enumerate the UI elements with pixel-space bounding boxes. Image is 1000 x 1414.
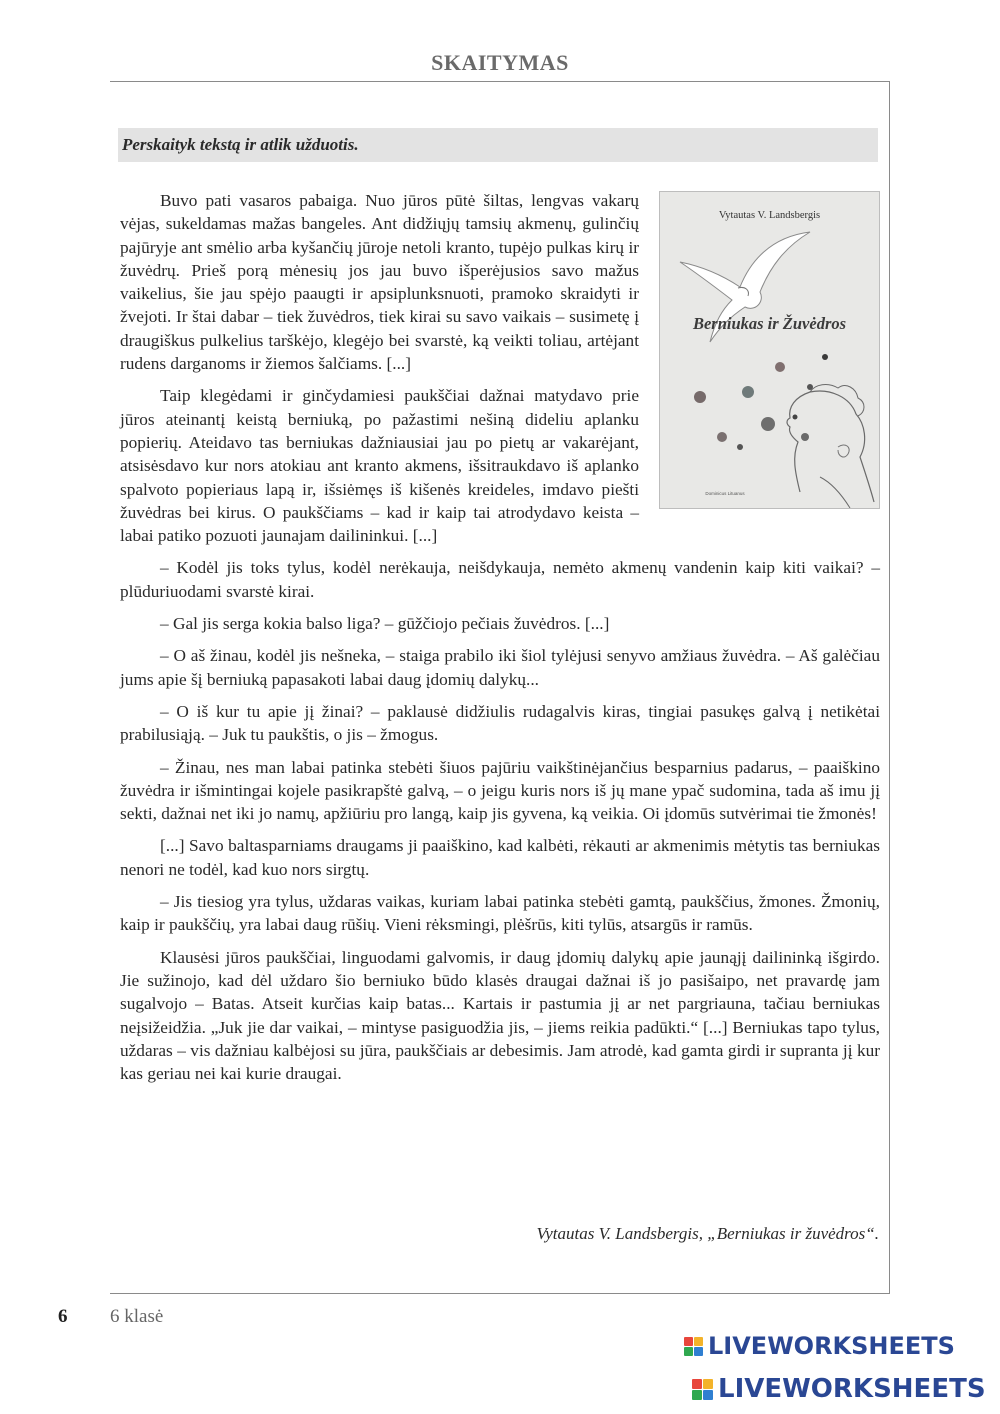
watermark-text: LIVEWORKSHEETS: [718, 1374, 986, 1404]
cover-author: Vytautas V. Landsbergis: [718, 210, 821, 221]
cover-title: Berniukas ir Žuvėdros: [692, 314, 847, 333]
paragraph: Buvo pati vasaros pabaiga. Nuo jūros pūtė šiltas, lengvas vakarų vėjas, sukeldamas mažas bangeles. Ant didžiųjų tamsių akmenų, gulinčių pajūryje ant smėlio arba kyšančių jūroje netoli kranto, tupėjo pulkas kirų ir žuvėdrų. Prieš porą mėnesių jos jau buvo išperėjusios savo mažus vaikelius, šie jau spėjo paaugti ir apsiplunksnuoti, pramoko skraidyti ir žvejoti. Ir štai dabar – tiek žuvėdros, tiek kirai su savo vaikais – susimetę į draugiškus pulkelius tarškėjo, klegėjo bei svarstė, ką veikti toliau, artėjant rudens darganoms ir žiemos šalčiams. [...]: [120, 191, 639, 374]
liveworksheets-logo-icon: [692, 1379, 713, 1400]
paragraph: Klausėsi jūros paukščiai, linguodami galvomis, ir daug įdomių dalykų apie jaunąjį dailininką išgirdo. Jie sužinojo, kad dėl uždaro šio berniuko būdo klasės draugai dažnai iš jo pasišaipo, net pravardę jam sugalvojo – Batas. Atseit kurčias kaip batas... Kartais ir pastumia jį ar net pargriauna, tačiau berniukas neįsižeidžia. „Juk jie dar vaikai, – mintyse pasiguodžia jis, – jiems reikia padūkti.“ [...] Berniukas tapo tylus, uždaras – vis dažniau kalbėjosi su jūra, paukščiais ar debesimis. Jam atrodė, kad gamta girdi ir supranta jį kur kas geriau nei kai kurie draugai.: [120, 947, 880, 1084]
paragraph: – Jis tiesiog yra tylus, uždaras vaikas, kuriam labai patinka stebėti gamtą, paukščius, žmones. Žmonių, kaip ir paukščių, yra labai daug rūšių. Vieni rėksmingi, plėšrūs, kiti tylūs, atsargūs ir ramūs.: [120, 892, 880, 935]
liveworksheets-logo-icon: [684, 1337, 703, 1356]
book-cover-image: [659, 191, 880, 509]
book-cover-illustration: [660, 192, 879, 508]
reading-text: [120, 189, 880, 1094]
grade-label: 6 klasė: [110, 1306, 164, 1327]
paragraph: – Kodėl jis toks tylus, kodėl nerėkauja, neišdykauja, nemėto akmenų vandenin kaip kiti vaikai? – plūduriuodami svarstė kirai.: [120, 558, 880, 601]
paragraph: – Gal jis serga kokia balso liga? – gūžčiojo pečiais žuvėdros. [...]: [160, 614, 610, 634]
section-header: SKAITYMAS: [431, 50, 569, 75]
paragraph: [...] Savo baltasparniams draugams ji paaiškino, kad kalbėti, rėkauti ar akmenimis mėtytis tas berniukas nenori ne todėl, kad kuo nors sirgtų.: [120, 836, 880, 879]
watermark-text: LIVEWORKSHEETS: [708, 1332, 955, 1360]
paragraph: Taip klegėdami ir ginčydamiesi paukščiai dažnai matydavo prie jūros ateinantį keistą berniuką, po pažastimi nešiną dideliu aplanku popierių. Ateidavo tas berniukas dažniausiai jau po pietų ar vakarėjant, atsisėsdavo kur nors atokiau ant kranto akmens, išsitraukdavo iš aplanko spalvoto popieriaus lapą ir, išsiėmęs iš kišenės kreideles, imdavo piešti žuvėdras bei kirus. O paukščiams – kad ir kaip tai atrodydavo keista – labai patiko pozuoti jaunajam dailininkui. [...]: [120, 386, 639, 546]
cover-publisher: Dominicus Lituanus: [705, 491, 745, 496]
page-number: 6: [58, 1306, 68, 1327]
source-citation: Vytautas V. Landsbergis, „Berniukas ir žuvėdros“.: [536, 1224, 879, 1243]
instruction-banner: Perskaityk tekstą ir atlik užduotis.: [118, 128, 878, 162]
liveworksheets-watermark: [692, 1374, 986, 1404]
paragraph: – O aš žinau, kodėl jis nešneka, – staiga prabilo iki šiol tylėjusi senyvo amžiaus žuvėdra. – Aš galėčiau jums apie šį berniuką papasakoti labai daug įdomių dalykų...: [120, 646, 880, 689]
liveworksheets-watermark: [684, 1332, 955, 1360]
paragraph: – O iš kur tu apie jį žinai? – paklausė didžiulis rudagalvis kiras, tingiai pasukęs galvą į netikėtai prabilusiąją. – Juk tu paukštis, o jis – žmogus.: [120, 701, 880, 745]
paragraph: – Žinau, nes man labai patinka stebėti šiuos pajūriu vaikštinėjančius besparnius padarus, – paaiškino žuvėdra ir išmintingai kojele pasikrapštė galvą, – o jeigu kuris nors iš jų mane ypač sudomina, tada aš imu jį sekti, dažnai net iki jo namų, apžiūriu pro langą, kaip jis gyvena, ką veikia. Oi įdomūs sutvėrimai tie žmonės!: [120, 757, 880, 824]
